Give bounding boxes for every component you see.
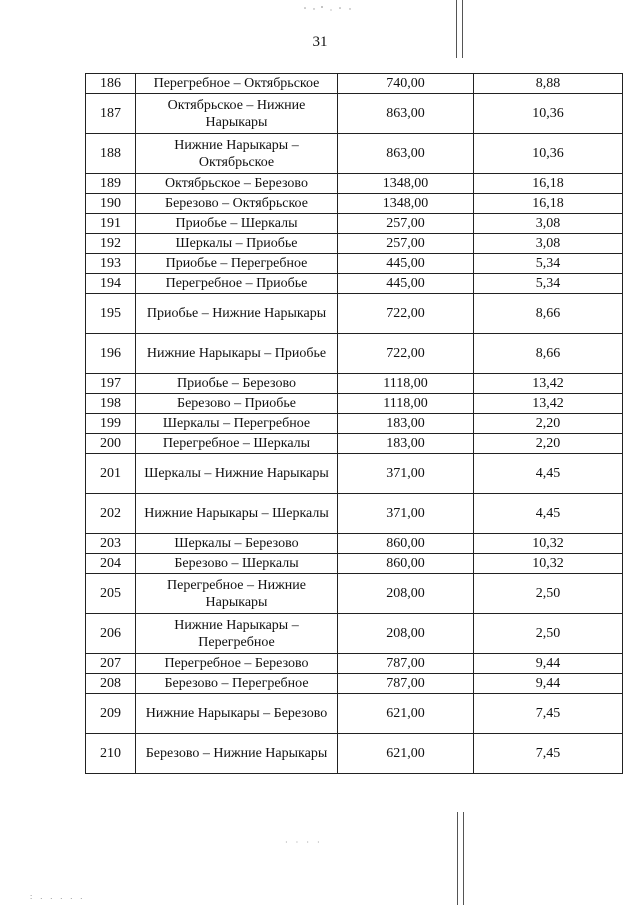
cell-rate: 8,88: [474, 74, 623, 94]
table-row: [86, 374, 623, 394]
cell-price: 621,00: [338, 694, 474, 734]
cell-number: 192: [86, 234, 136, 254]
scan-dots: : . . . . .: [30, 892, 86, 901]
table-row: [86, 274, 623, 294]
cell-rate: 8,66: [474, 294, 623, 334]
cell-price: 257,00: [338, 214, 474, 234]
table-row: [86, 694, 623, 734]
cell-price: 1118,00: [338, 394, 474, 414]
scan-line: [463, 812, 464, 905]
cell-route: Приобье – Перегребное: [136, 254, 338, 274]
cell-number: 199: [86, 414, 136, 434]
cell-number: 210: [86, 734, 136, 774]
table-row: [86, 494, 623, 534]
cell-route: Шеркалы – Березово: [136, 534, 338, 554]
cell-number: 189: [86, 174, 136, 194]
cell-price: 863,00: [338, 134, 474, 174]
table-row: [86, 734, 623, 774]
cell-rate: 7,45: [474, 734, 623, 774]
cell-number: 188: [86, 134, 136, 174]
table-row: [86, 194, 623, 214]
cell-route: Приобье – Шеркалы: [136, 214, 338, 234]
cell-number: 207: [86, 654, 136, 674]
cell-route: Октябрьское – Березово: [136, 174, 338, 194]
table-row: [86, 134, 623, 174]
cell-price: 208,00: [338, 574, 474, 614]
cell-number: 202: [86, 494, 136, 534]
scan-smudge-top: [300, 0, 360, 8]
cell-route: Перегребное – Шеркалы: [136, 434, 338, 454]
cell-number: 195: [86, 294, 136, 334]
cell-price: 621,00: [338, 734, 474, 774]
cell-number: 196: [86, 334, 136, 374]
cell-number: 191: [86, 214, 136, 234]
cell-price: 740,00: [338, 74, 474, 94]
cell-number: 198: [86, 394, 136, 414]
cell-number: 209: [86, 694, 136, 734]
cell-route: Нижние Нарыкары – Приобье: [136, 334, 338, 374]
cell-route: Перегребное – Приобье: [136, 274, 338, 294]
cell-route: Шеркалы – Перегребное: [136, 414, 338, 434]
cell-price: 787,00: [338, 654, 474, 674]
cell-rate: 10,36: [474, 134, 623, 174]
cell-route: Перегребное – Нижние Нарыкары: [136, 574, 338, 614]
cell-rate: 3,08: [474, 234, 623, 254]
page-number: 31: [312, 34, 328, 50]
cell-route: Шеркалы – Нижние Нарыкары: [136, 454, 338, 494]
cell-rate: 4,45: [474, 494, 623, 534]
table-row: [86, 554, 623, 574]
cell-rate: 2,50: [474, 574, 623, 614]
cell-rate: 4,45: [474, 454, 623, 494]
cell-price: 371,00: [338, 454, 474, 494]
cell-rate: 9,44: [474, 654, 623, 674]
cell-rate: 8,66: [474, 334, 623, 374]
cell-route: Нижние Нарыкары – Октябрьское: [136, 134, 338, 174]
table-row: [86, 674, 623, 694]
cell-route: Березово – Перегребное: [136, 674, 338, 694]
cell-rate: 16,18: [474, 174, 623, 194]
cell-route: Перегребное – Березово: [136, 654, 338, 674]
fare-table: [85, 73, 623, 774]
cell-route: Нижние Нарыкары – Березово: [136, 694, 338, 734]
cell-price: 863,00: [338, 94, 474, 134]
cell-rate: 5,34: [474, 254, 623, 274]
cell-route: Шеркалы – Приобье: [136, 234, 338, 254]
fare-table-body: [86, 74, 623, 774]
cell-route: Октябрьское – Нижние Нарыкары: [136, 94, 338, 134]
cell-price: 860,00: [338, 554, 474, 574]
cell-number: 197: [86, 374, 136, 394]
cell-price: 722,00: [338, 334, 474, 374]
table-row: [86, 74, 623, 94]
cell-price: 183,00: [338, 414, 474, 434]
cell-price: 1348,00: [338, 194, 474, 214]
table-row: [86, 434, 623, 454]
cell-route: Березово – Нижние Нарыкары: [136, 734, 338, 774]
cell-number: 200: [86, 434, 136, 454]
cell-rate: 13,42: [474, 394, 623, 414]
cell-rate: 9,44: [474, 674, 623, 694]
cell-number: 186: [86, 74, 136, 94]
cell-rate: 13,42: [474, 374, 623, 394]
table-row: [86, 574, 623, 614]
cell-route: Березово – Приобье: [136, 394, 338, 414]
table-row: [86, 334, 623, 374]
cell-price: 208,00: [338, 614, 474, 654]
cell-price: 445,00: [338, 274, 474, 294]
table-row: [86, 614, 623, 654]
cell-rate: 5,34: [474, 274, 623, 294]
cell-rate: 10,32: [474, 534, 623, 554]
cell-rate: 16,18: [474, 194, 623, 214]
cell-number: 187: [86, 94, 136, 134]
cell-route: Приобье – Нижние Нарыкары: [136, 294, 338, 334]
cell-number: 201: [86, 454, 136, 494]
cell-rate: 2,20: [474, 434, 623, 454]
cell-route: Нижние Нарыкары – Шеркалы: [136, 494, 338, 534]
table-row: [86, 234, 623, 254]
scan-dots: · · · ·: [285, 838, 323, 847]
cell-number: 206: [86, 614, 136, 654]
cell-route: Нижние Нарыкары – Перегребное: [136, 614, 338, 654]
cell-price: 1348,00: [338, 174, 474, 194]
cell-rate: 7,45: [474, 694, 623, 734]
table-row: [86, 214, 623, 234]
table-row: [86, 174, 623, 194]
cell-rate: 2,20: [474, 414, 623, 434]
cell-number: 205: [86, 574, 136, 614]
scan-line: [457, 812, 458, 905]
table-row: [86, 254, 623, 274]
cell-number: 208: [86, 674, 136, 694]
cell-price: 860,00: [338, 534, 474, 554]
cell-rate: 10,32: [474, 554, 623, 574]
cell-rate: 2,50: [474, 614, 623, 654]
table-row: [86, 394, 623, 414]
cell-price: 722,00: [338, 294, 474, 334]
cell-price: 257,00: [338, 234, 474, 254]
cell-price: 371,00: [338, 494, 474, 534]
cell-route: Березово – Шеркалы: [136, 554, 338, 574]
cell-price: 787,00: [338, 674, 474, 694]
cell-route: Березово – Октябрьское: [136, 194, 338, 214]
cell-number: 203: [86, 534, 136, 554]
table-row: [86, 414, 623, 434]
cell-number: 194: [86, 274, 136, 294]
cell-number: 190: [86, 194, 136, 214]
cell-route: Перегребное – Октябрьское: [136, 74, 338, 94]
cell-price: 445,00: [338, 254, 474, 274]
cell-number: 204: [86, 554, 136, 574]
table-row: [86, 454, 623, 494]
cell-rate: 3,08: [474, 214, 623, 234]
table-row: [86, 94, 623, 134]
cell-number: 193: [86, 254, 136, 274]
cell-rate: 10,36: [474, 94, 623, 134]
table-row: [86, 654, 623, 674]
table-row: [86, 294, 623, 334]
cell-price: 1118,00: [338, 374, 474, 394]
cell-price: 183,00: [338, 434, 474, 454]
table-row: [86, 534, 623, 554]
cell-route: Приобье – Березово: [136, 374, 338, 394]
